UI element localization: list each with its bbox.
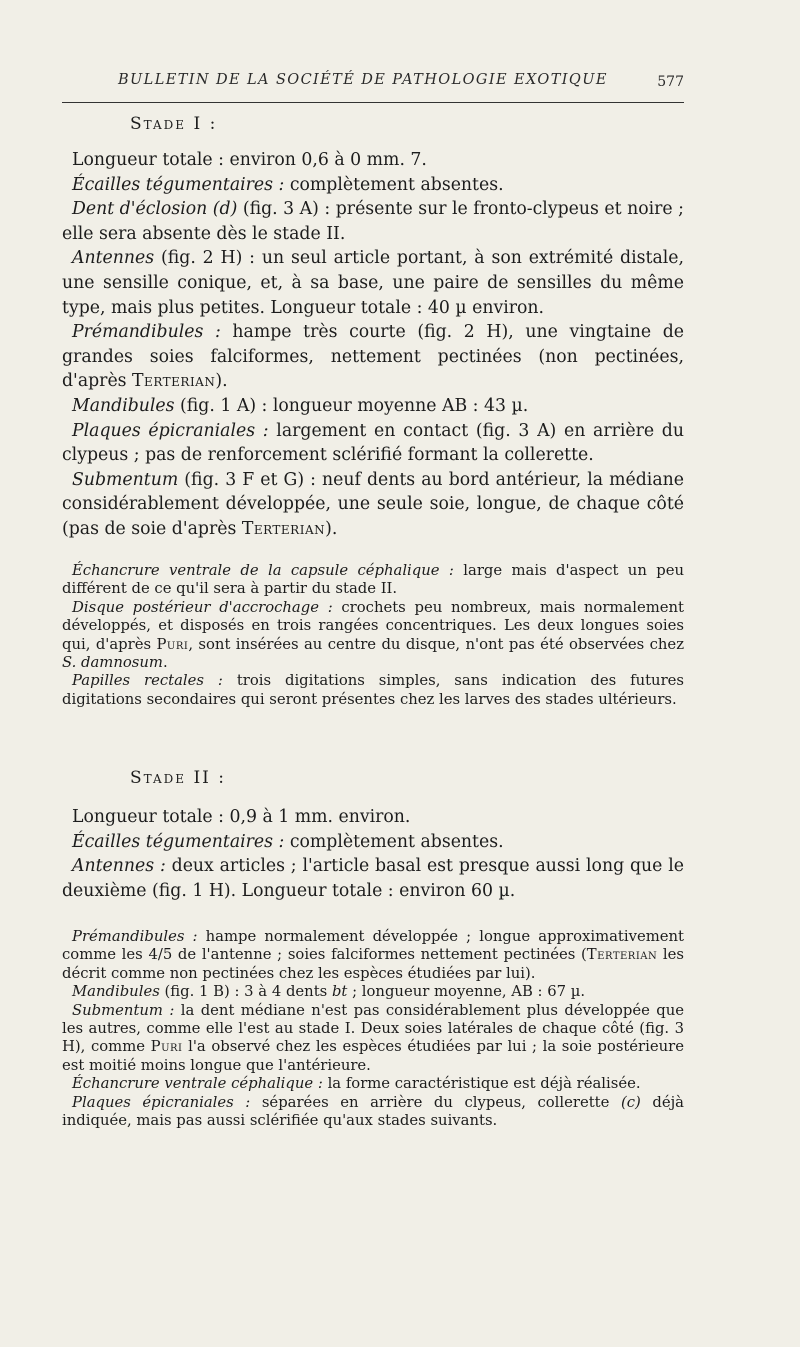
page-header — [62, 62, 684, 103]
running-title: BULLETIN DE LA SOCIÉTÉ DE PATHOLOGIE EXOTIQUE — [118, 72, 608, 88]
stage-1-papilles: Papilles rectales : trois digitations simples, sans indication des futures digitations secondaires qui seront présentes chez les larves des stades ultérieurs. — [62, 672, 684, 708]
stage-2-mandibules: Mandibules (fig. 1 B) : 3 à 4 dents bt ; longueur moyenne, AB : 67 µ. — [72, 983, 586, 1001]
stage-1-plaques: Plaques épicraniales : largement en contact (fig. 3 A) en arrière du clypeus ; pas de renforcement sclérifié formant la collerette. — [62, 420, 684, 466]
stage-1-mandibules: Mandibules (fig. 1 A) : longueur moyenne AB : 43 µ. — [72, 395, 529, 416]
page-number: 577 — [657, 74, 684, 90]
stage-2-longueur: Longueur totale : 0,9 à 1 mm. environ. — [72, 807, 411, 827]
stage-1-small-text — [62, 562, 684, 709]
stage-2-plaques: Plaques épicraniales : séparées en arrière du clypeus, collerette (c) déjà indiquée, mais pas aussi sclérifiée qu'aux stades suivants. — [62, 1093, 684, 1130]
stage-2-antennes: Antennes : deux articles ; l'article basal est presque aussi long que le deuxième (fig. 1 H). Longueur totale : environ 60 µ. — [62, 856, 684, 901]
stage-2-heading: Stade II : — [130, 768, 227, 788]
stage-1-heading: Stade I : — [130, 114, 218, 134]
stage-1-longueur: Longueur totale : environ 0,6 à 0 mm. 7. — [72, 150, 427, 170]
stage-2-echancrure: Échancrure ventrale céphalique : la forme caractéristique est déjà réalisée. — [72, 1075, 641, 1093]
stage-2-premandibules: Prémandibules : hampe normalement développée ; longue approximativement comme les 4/5 de l'antenne ; soies falciformes nettement pectinées (Terterian les décrit comme non pectinées chez les espèces étudiées par lui). — [62, 928, 685, 982]
stage-1-echancrure: Échancrure ventrale de la capsule céphalique : large mais d'aspect un peu différent de ce qu'il sera à partir du stade II. — [62, 562, 684, 598]
stage-2-small-text — [62, 928, 684, 1130]
stage-1-premandibules: Prémandibules : hampe très courte (fig. 2 H), une vingtaine de grandes soies falciformes, nettement pectinées (non pectinées, d'après Terterian). — [62, 322, 685, 392]
stage-1-disque: Disque postérieur d'accrochage : crochets peu nombreux, mais normalement développés, et disposés en trois rangées concentriques. Les deux longues soies qui, d'après Puri, sont insérées au centre du disque, n'ont pas été observées chez S. damnosum. — [62, 598, 685, 672]
stage-2-large-text — [62, 805, 684, 903]
stage-1-submentum: Submentum (fig. 3 F et G) : neuf dents au bord antérieur, la médiane considérablement développée, une seule soie, longue, de chaque côté (pas de soie d'après Terterian). — [62, 469, 684, 539]
stage-1-large-text — [62, 148, 684, 542]
stage-1-ecailles: Écailles tégumentaires : complètement absentes. — [72, 174, 504, 195]
stage-1-antennes: Antennes (fig. 2 H) : un seul article portant, à son extrémité distale, une sensille conique, et, à sa base, une paire de sensilles du même type, mais plus petites. Longueur totale : 40 µ environ. — [62, 248, 684, 318]
stage-1-dent: Dent d'éclosion (d) (fig. 3 A) : présente sur le fronto-clypeus et noire ; elle sera absente dès le stade II. — [62, 199, 684, 244]
stage-2-ecailles: Écailles tégumentaires : complètement absentes. — [72, 831, 504, 852]
stage-2-submentum: Submentum : la dent médiane n'est pas considérablement plus développée que les autres, comme elle l'est au stade I. Deux soies latérales de chaque côté (fig. 3 H), comme Puri l'a observé chez les espèces étudiées par lui ; la soie postérieure est moitié moins longue que l'antérieure. — [62, 1001, 685, 1074]
